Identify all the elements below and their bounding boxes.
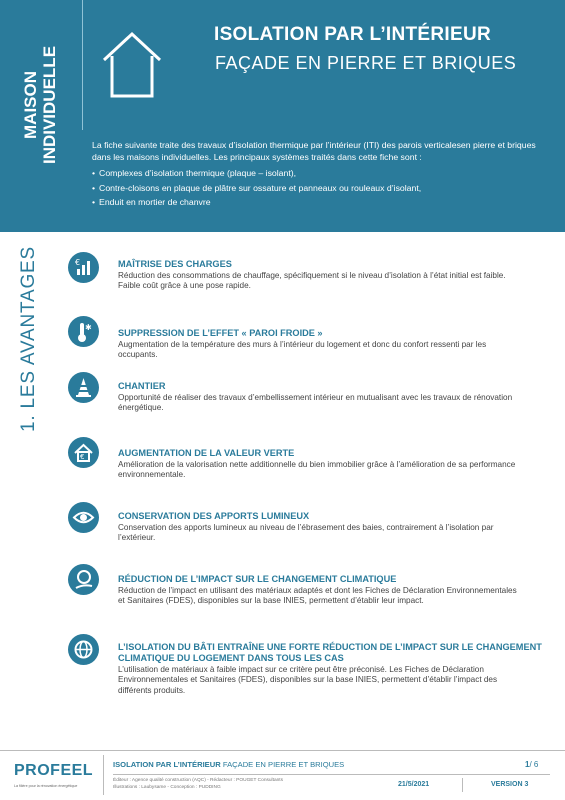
footer-separator [462, 778, 463, 792]
side-title: MAISON INDIVIDUELLE [21, 45, 59, 165]
advantage-title: MAÎTRISE DES CHARGES [118, 259, 232, 269]
euro-chart-icon [68, 252, 99, 283]
side-title-container [10, 25, 70, 185]
header-divider [82, 0, 83, 130]
traffic-cone-icon [68, 372, 99, 403]
svg-text:€: € [75, 258, 81, 267]
advantage-description: Opportunité de réaliser des travaux d’embellissement intérieur en mutualisant avec les travaux de rénovation énergétique. [118, 393, 513, 413]
page-subtitle: FAÇADE EN PIERRE ET BRIQUES [215, 53, 517, 73]
page-number [525, 760, 538, 769]
thermometer-cold-icon [68, 316, 99, 347]
svg-text:€: € [80, 453, 85, 461]
footer-credits [113, 778, 383, 791]
advantage-description: L’utilisation de matériaux à faible impact sur ce critère peut être préconisé. Les Fiches de Déclaration Environnementales et Sanitaires (FDES), disponibles sur la base INIES, permettent d’établir l’impact des différents produits. [118, 665, 498, 695]
header-banner [0, 0, 565, 232]
list-item: • Complexes d’isolation thermique (plaque – isolant), [92, 168, 544, 180]
advantage-description: Amélioration de la valorisation nette additionnelle du bien immobilier grâce à l’amélioration de sa performance environnementale. [118, 460, 516, 480]
list-item: • Enduit en mortier de chanvre [92, 197, 544, 209]
page-current: 1 [525, 760, 530, 769]
advantage-description: Augmentation de la température des murs à l’intérieur du logement et donc du confort ressenti par les occupants. [118, 340, 487, 360]
eye-icon [68, 502, 99, 533]
intro-text [92, 140, 544, 212]
house-euro-icon [68, 437, 99, 468]
globe-icon [68, 634, 99, 665]
page-title: ISOLATION PAR L’INTÉRIEUR [214, 24, 492, 45]
footer-divider [0, 750, 565, 751]
advantage-title: SUPPRESSION DE L’EFFET « PAROI FROIDE » [118, 328, 323, 338]
section-title: 1. LES AVANTAGES [18, 246, 39, 432]
advantage-title: L’ISOLATION DU BÂTI ENTRAÎNE UNE FORTE RÉDUCTION DE L’IMPACT SUR LE CHANGEMENT CLIMATIQUE DU LOGEMENT DANS TOUS LES CAS [118, 642, 542, 663]
advantage-title: CONSERVATION DES APPORTS LUMINEUX [118, 511, 310, 521]
house-icon [100, 30, 164, 100]
intro-list [92, 168, 544, 209]
advantage-description: Réduction des consommations de chauffage, spécifiquement si le niveau d’isolation à l’état initial est faible. Faible coût grâce à une pose rapide. [118, 271, 506, 291]
footer-date: 21/5/2021 [398, 781, 430, 788]
advantage-description: Conservation des apports lumineux au niveau de l’ébrasement des baies, contrairement à l’isolation par l’extérieur. [118, 523, 494, 543]
footer-version: VERSION 3 [491, 781, 529, 788]
footer-title-rest: FAÇADE EN PIERRE ET BRIQUES [222, 760, 345, 769]
intro-paragraph: La fiche suivante traite des travaux d’isolation thermique par l’intérieur (ITI) des parois verticalesen pierre et briques dans les maisons individuelles. Les principaux systèmes traités dans cette fiche sont : [92, 140, 536, 162]
section-title-container [14, 246, 44, 432]
profeel-logo: PROFEEL La filière pour la rénovation énergétique [14, 762, 94, 788]
svg-text:✱: ✱ [85, 323, 92, 332]
footer-separator [103, 755, 104, 795]
advantage-description: Réduction de l’impact en utilisant des matériaux adaptés et dont les Fiches de Déclaration Environnementales et Sanitaires (FDES), disponibles sur la base INIES, permettent d’établir leur impact. [118, 586, 517, 606]
footer-inner-divider [113, 774, 550, 775]
credits-line: Éditeur : Agence qualité construction (AQC) - Rédacteur : POUGET Consultants [113, 778, 284, 783]
page-total: / 6 [529, 760, 539, 769]
globe-hand-icon [68, 564, 99, 595]
advantage-title: RÉDUCTION DE L’IMPACT SUR LE CHANGEMENT CLIMATIQUE [118, 574, 397, 584]
footer-title [113, 760, 344, 769]
credits-line: Illustrations : Laubysame - Conception : PUDDING [113, 784, 221, 790]
list-item: • Contre-cloisons en plaque de plâtre sur ossature et panneaux ou rouleaux d’isolant, [92, 183, 544, 195]
footer-title-bold: ISOLATION PAR L’INTÉRIEUR [113, 760, 221, 769]
advantage-title: AUGMENTATION DE LA VALEUR VERTE [118, 448, 295, 458]
advantage-title: CHANTIER [118, 381, 166, 391]
